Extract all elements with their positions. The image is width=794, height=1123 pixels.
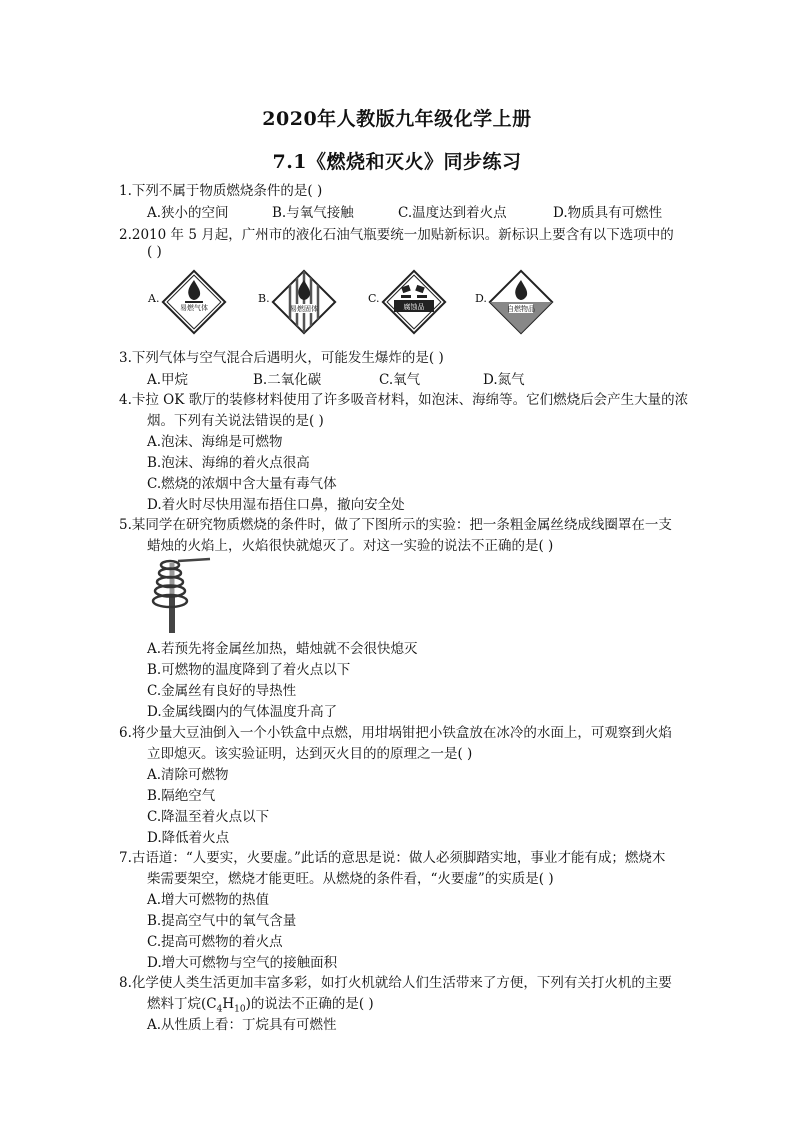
formula-subscript: 4: [216, 1004, 223, 1015]
q8-stem-text-a: 燃料丁烷(C: [147, 996, 217, 1012]
q3-option-b: B.二氧化碳: [253, 372, 322, 388]
flame-icon: [487, 268, 555, 336]
q2-stem: 2.2010 年 5 月起，广州市的液化石油气瓶要统一加贴新标识。新标识上要含有以下选项中的: [119, 227, 674, 243]
q6-stem: 6.将少量大豆油倒入一个小铁盒中点燃，用坩埚钳把小铁盒放在冰冷的水面上，可观察到火焰: [119, 725, 672, 741]
q6-stem-cont: 立即熄灭。该实验证明，达到灭火目的的原理之一是( ): [147, 746, 473, 762]
formula-subscript: 10: [234, 1004, 246, 1015]
q1-option-c: C.温度达到着火点: [398, 205, 507, 221]
q7-stem: 7.古语道：“人要实，火要虚。”此话的意思是说：做人必须脚踏实地，事业才能有成；燃烧木: [119, 850, 666, 866]
flame-icon: [270, 268, 338, 336]
q5-option-a: A.若预先将金属丝加热，蜡烛就不会很快熄灭: [147, 641, 418, 657]
q3-option-d: D.氮气: [483, 372, 525, 388]
q6-option-d: D.降低着火点: [147, 830, 230, 846]
sign-letter: C.: [368, 292, 380, 305]
q5-option-d: D.金属线圈内的气体温度升高了: [147, 704, 338, 720]
q3-option-c: C.氧气: [379, 372, 421, 388]
q3-stem: 3.下列气体与空气混合后遇明火，可能发生爆炸的是( ): [119, 350, 444, 366]
q4-option-d: D.着火时尽快用湿布捂住口鼻，撤向安全处: [147, 497, 405, 513]
document-subtitle: 7.1《燃烧和灭火》同步练习: [272, 151, 522, 173]
q5-option-c: C.金属丝有良好的导热性: [147, 683, 297, 699]
sign-label: 易燃气体: [180, 304, 208, 312]
q6-option-a: A.清除可燃物: [147, 767, 229, 783]
q3-option-a: A.甲烷: [147, 372, 189, 388]
sign-letter: A.: [148, 292, 160, 305]
q5-option-b: B.可燃物的温度降到了着火点以下: [147, 662, 351, 678]
sign-letter: D.: [475, 292, 487, 305]
q8-option-a: A.从性质上看：丁烷具有可燃性: [147, 1017, 337, 1033]
q2-stem-cont: ( ): [147, 244, 162, 260]
q8-stem-text-b: H: [222, 996, 235, 1012]
q5-stem: 5.某同学在研究物质燃烧的条件时，做了下图所示的实验：把一条粗金属丝绕成线圈罩在一支: [119, 517, 672, 533]
q7-option-d: D.增大可燃物与空气的接触面积: [147, 955, 338, 971]
q4-stem-cont: 烟。下列有关说法错误的是( ): [147, 413, 324, 429]
q8-stem-cont: [147, 992, 374, 1015]
q7-stem-cont: 柴需要架空，燃烧才能更旺。从燃烧的条件看，“火要虚”的实质是( ): [147, 871, 554, 887]
q7-option-b: B.提高空气中的氧气含量: [147, 913, 297, 929]
q4-option-a: A.泡沫、海绵是可燃物: [147, 434, 283, 450]
q1-option-d: D.物质具有可燃性: [553, 205, 663, 221]
sign-letter: B.: [258, 292, 270, 305]
sign-label: 自燃物品: [507, 305, 535, 313]
sign-label: 腐蚀品: [403, 303, 425, 311]
q6-option-c: C.降温至着火点以下: [147, 809, 270, 825]
q4-stem: 4.卡拉 OK 歌厅的装修材料使用了许多吸音材料，如泡沫、海绵等。它们燃烧后会产生大量的浓: [119, 392, 689, 408]
q7-option-a: A.增大可燃物的热值: [147, 892, 270, 908]
coil-candle-diagram: [148, 555, 218, 635]
q6-option-b: B.隔绝空气: [147, 788, 216, 804]
flame-icon: [160, 268, 228, 336]
document-title: 2020年人教版九年级化学上册: [262, 108, 532, 130]
q1-option-b: B.与氧气接触: [272, 205, 354, 221]
sign-label: 易燃固体: [290, 305, 318, 313]
q5-stem-cont: 蜡烛的火焰上，火焰很快就熄灭了。对这一实验的说法不正确的是( ): [147, 538, 554, 554]
q4-option-c: C.燃烧的浓烟中含大量有毒气体: [147, 476, 337, 492]
q4-option-b: B.泡沫、海绵的着火点很高: [147, 455, 310, 471]
q1-option-a: A.狭小的空间: [147, 205, 229, 221]
q8-stem-text-c: )的说法不正确的是( ): [245, 996, 374, 1012]
q1-stem: 1.下列不属于物质燃烧条件的是( ): [119, 183, 323, 199]
q8-stem: 8.化学使人类生活更加丰富多彩，如打火机就给人们生活带来了方便，下列有关打火机的主要: [119, 975, 672, 991]
corrosive-icon: [380, 268, 448, 336]
q7-option-c: C.提高可燃物的着火点: [147, 934, 283, 950]
